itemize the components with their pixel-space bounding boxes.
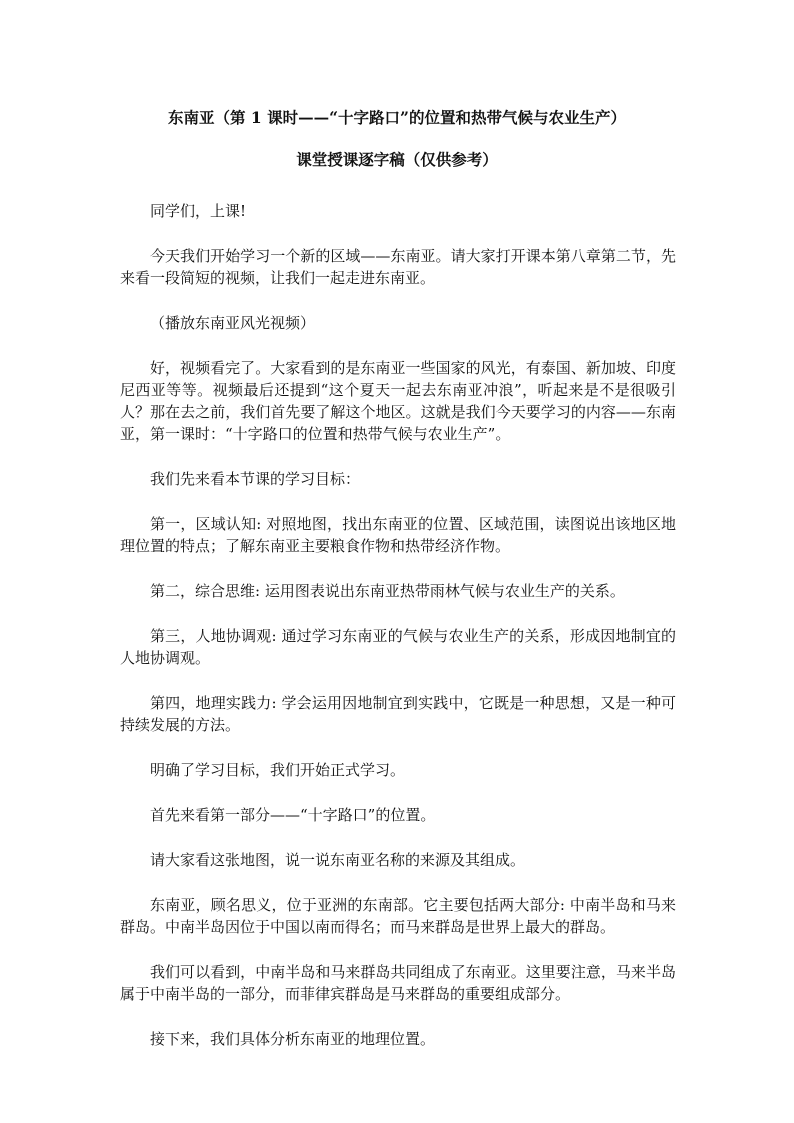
document-title: 东南亚（第 1 课时——“十字路口”的位置和热带气候与农业生产）: [168, 108, 626, 127]
paragraph-objective-4: 第四，地理实践力: 学会运用因地制宜到实践中，它既是一种思想，又是一种可持续发展的方法。: [120, 694, 676, 734]
paragraph-map-question: 请大家看这张地图，说一说东南亚名称的来源及其组成。: [150, 851, 526, 869]
paragraph-video-summary: 好，视频看完了。大家看到的是东南亚一些国家的风光，有泰国、新加坡、印度尼西亚等等。视频最后还提到“这个夏天一起去东南亚冲浪”，听起来是不是很吸引人？那在去之前，我们首先要了解这个地区。这就是我们今天要学习的内容——东南亚，第一课时：“十字路口的位置和热带气候与农业生产”。: [120, 359, 676, 443]
document-subtitle: 课堂授课逐字稿（仅供参考）: [296, 150, 498, 169]
paragraph-note: 我们可以看到，中南半岛和马来群岛共同组成了东南亚。这里要注意，马来半岛属于中南半岛的一部分，而菲律宾群岛是马来群岛的重要组成部分。: [120, 963, 676, 1003]
paragraph-objective-2: 第二，综合思维: 运用图表说出东南亚热带雨林气候与农业生产的关系。: [150, 582, 625, 600]
paragraph-video-note: （播放东南亚风光视频）: [150, 314, 316, 332]
paragraph-start: 明确了学习目标，我们开始正式学习。: [150, 761, 406, 779]
document-body: [120, 200, 676, 1073]
paragraph-objective-3: 第三，人地协调观: 通过学习东南亚的气候与农业生产的关系，形成因地制宜的人地协调观。: [120, 627, 676, 667]
paragraph-intro: 今天我们开始学习一个新的区域——东南亚。请大家打开课本第八章第二节，先来看一段简短的视频，让我们一起走进东南亚。: [120, 247, 676, 287]
paragraph-part-one: 首先来看第一部分——“十字路口”的位置。: [150, 806, 436, 824]
paragraph-objective-1: 第一，区域认知: 对照地图，找出东南亚的位置、区域范围，读图说出该地区地理位置的特点；了解东南亚主要粮食作物和热带经济作物。: [120, 515, 676, 555]
paragraph-greeting: 同学们，上课!: [150, 202, 247, 220]
paragraph-composition: 东南亚，顾名思义，位于亚洲的东南部。它主要包括两大部分: 中南半岛和马来群岛。中南半岛因位于中国以南而得名；而马来群岛是世界上最大的群岛。: [120, 896, 676, 936]
paragraph-next: 接下来，我们具体分析东南亚的地理位置。: [150, 1030, 436, 1048]
paragraph-objectives-intro: 我们先来看本节课的学习目标：: [150, 470, 361, 488]
